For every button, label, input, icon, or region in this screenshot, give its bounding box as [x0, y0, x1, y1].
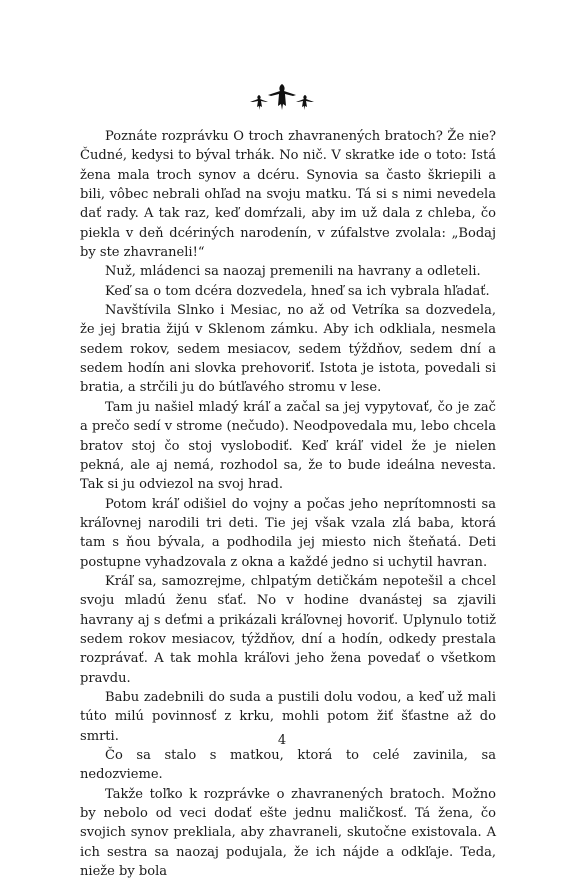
paragraph: Čo sa stalo s matkou, ktorá to celé zavinila, sa nedozvieme. [80, 748, 496, 783]
paragraph: Tam ju našiel mladý kráľ a začal sa jej vypytovať, čo je zač a prečo sedí v strome (nečudo). Neodpovedala mu, lebo chcela bratov stoj čo stoj vyslobodiť. Keď kráľ videl že je nielen pekná, ale aj nemá, rozhodol sa, že to bude ideálna nevesta. Tak si ju odviezol na svoj hrad. [80, 399, 496, 493]
paragraph: Takže toľko k rozprávke o zhavranených bratoch. Možno by nebolo od veci dodať ešte jednu maličkosť. Tá žena, čo svojich synov prekliala, aby zhavraneli, skutočne existovala. A ich sestra sa naozaj podujala, že ich nájde a odkľaje. Teda, nieže by bola [80, 786, 496, 880]
paragraph: Navštívila Slnko i Mesiac, no až od Vetríka sa dozvedela, že jej bratia žijú v Sklenom zámku. Aby ich odkliala, nesmela sedem rokov, sedem mesiacov, sedem týždňov, sedem dní a sedem hodín ani slovka prehovoriť. Istota je istota, povedali si bratia, a strčili ju do bútľavého stromu v lese. [80, 303, 496, 396]
paragraph: Keď sa o tom dcéra dozvedela, hneď sa ich vybrala hľadať. [105, 283, 490, 299]
page-number: 4 [277, 733, 287, 748]
paragraph: Potom kráľ odišiel do vojny a počas jeho neprítomnosti sa kráľovnej narodili tri deti. Tie jej však vzala zlá baba, ktorá tam s ňou bývala, a podhodila jej miesto nich šteňatá. Deti postupne vyhadzovala z okna a každé jedno si uchytil havran. [80, 496, 496, 570]
paragraph: Babu zadebnili do suda a pustili dolu vodou, a keď už mali túto milú povinnosť z krku, mohli potom žiť šťastne až do smrti. [80, 689, 496, 744]
paragraph: Kráľ sa, samozrejme, chlpatým detičkám nepotešil a chcel svoju mladú ženu sťať. No v hodine dvanástej sa zjavili havrany aj s deťmi a prikázali kráľovnej hovoriť. Uplynulo totiž sedem rokov mesiacov, týždňov, dní a hodín, odkedy prestala rozprávať. A tak mohla kráľovi jeho žena povedať o všetkom pravdu. [80, 573, 496, 686]
story-text [80, 127, 496, 881]
paragraph: Poznáte rozprávku O troch zhavranených bratoch? Že nie? Čudné, kedysi to býval trhák. No nič. V skratke ide o toto: Istá žena mala troch synov a dcéru. Synovia sa často škriepili a bili, vôbec nebrali ohľad na svoju matku. Tá si s nimi nevedela dať rady. A tak raz, keď domŕzali, aby im už dala z chleba, čo piekla v deň dcériných narodenín, v zúfalstve zvolala: „Bodaj by ste zhavraneli!“ [80, 129, 496, 261]
three-ravens-icon [248, 80, 316, 116]
paragraph: Nuž, mládenci sa naozaj premenili na havrany a odleteli. [105, 264, 481, 280]
